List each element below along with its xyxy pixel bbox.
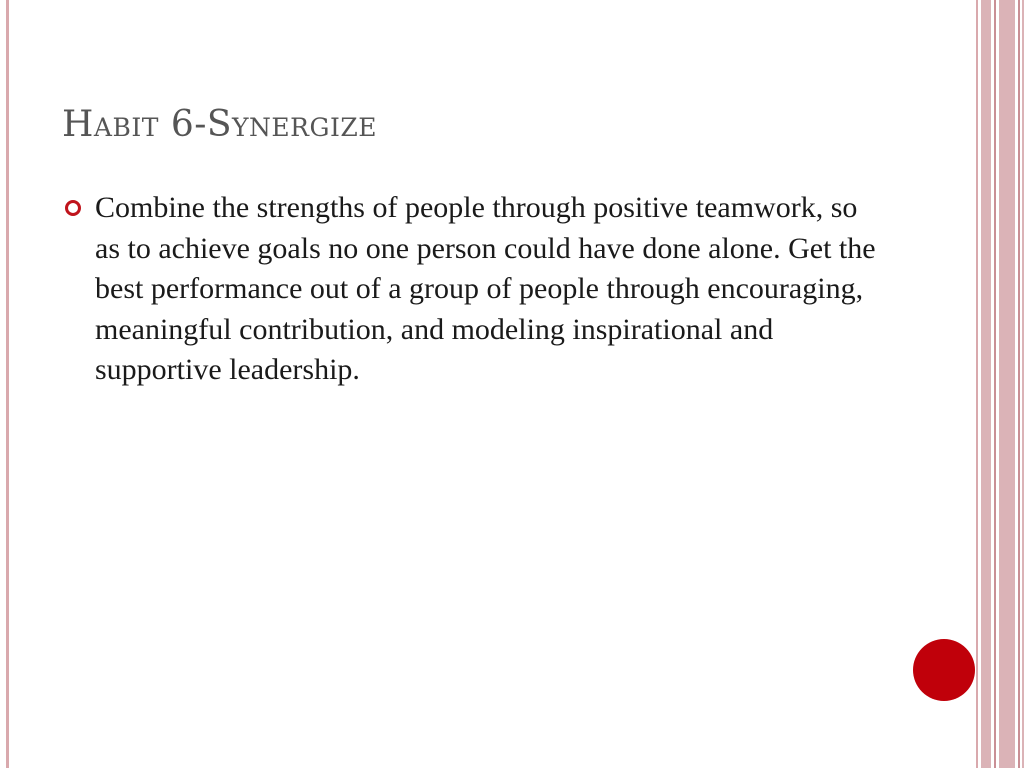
stripe (994, 0, 996, 768)
stripe (981, 0, 991, 768)
slide-title: Habit 6-Synergize (62, 104, 377, 145)
bullet-list (62, 188, 892, 391)
stripe (1018, 0, 1020, 768)
stripe (976, 0, 978, 768)
red-circle-icon (913, 639, 975, 701)
left-border-decoration (6, 0, 9, 768)
right-stripe-decoration (976, 0, 1024, 768)
stripe (999, 0, 1015, 768)
ring-bullet-icon (65, 200, 81, 216)
bullet-text: Combine the strengths of people through positive teamwork, so as to achieve goals no one person could have done alone. Get the best performance out of a group of people through encouraging, meaningful contribution, and modeling inspirational and supportive leadership. (95, 191, 876, 386)
bullet-item (62, 188, 892, 391)
